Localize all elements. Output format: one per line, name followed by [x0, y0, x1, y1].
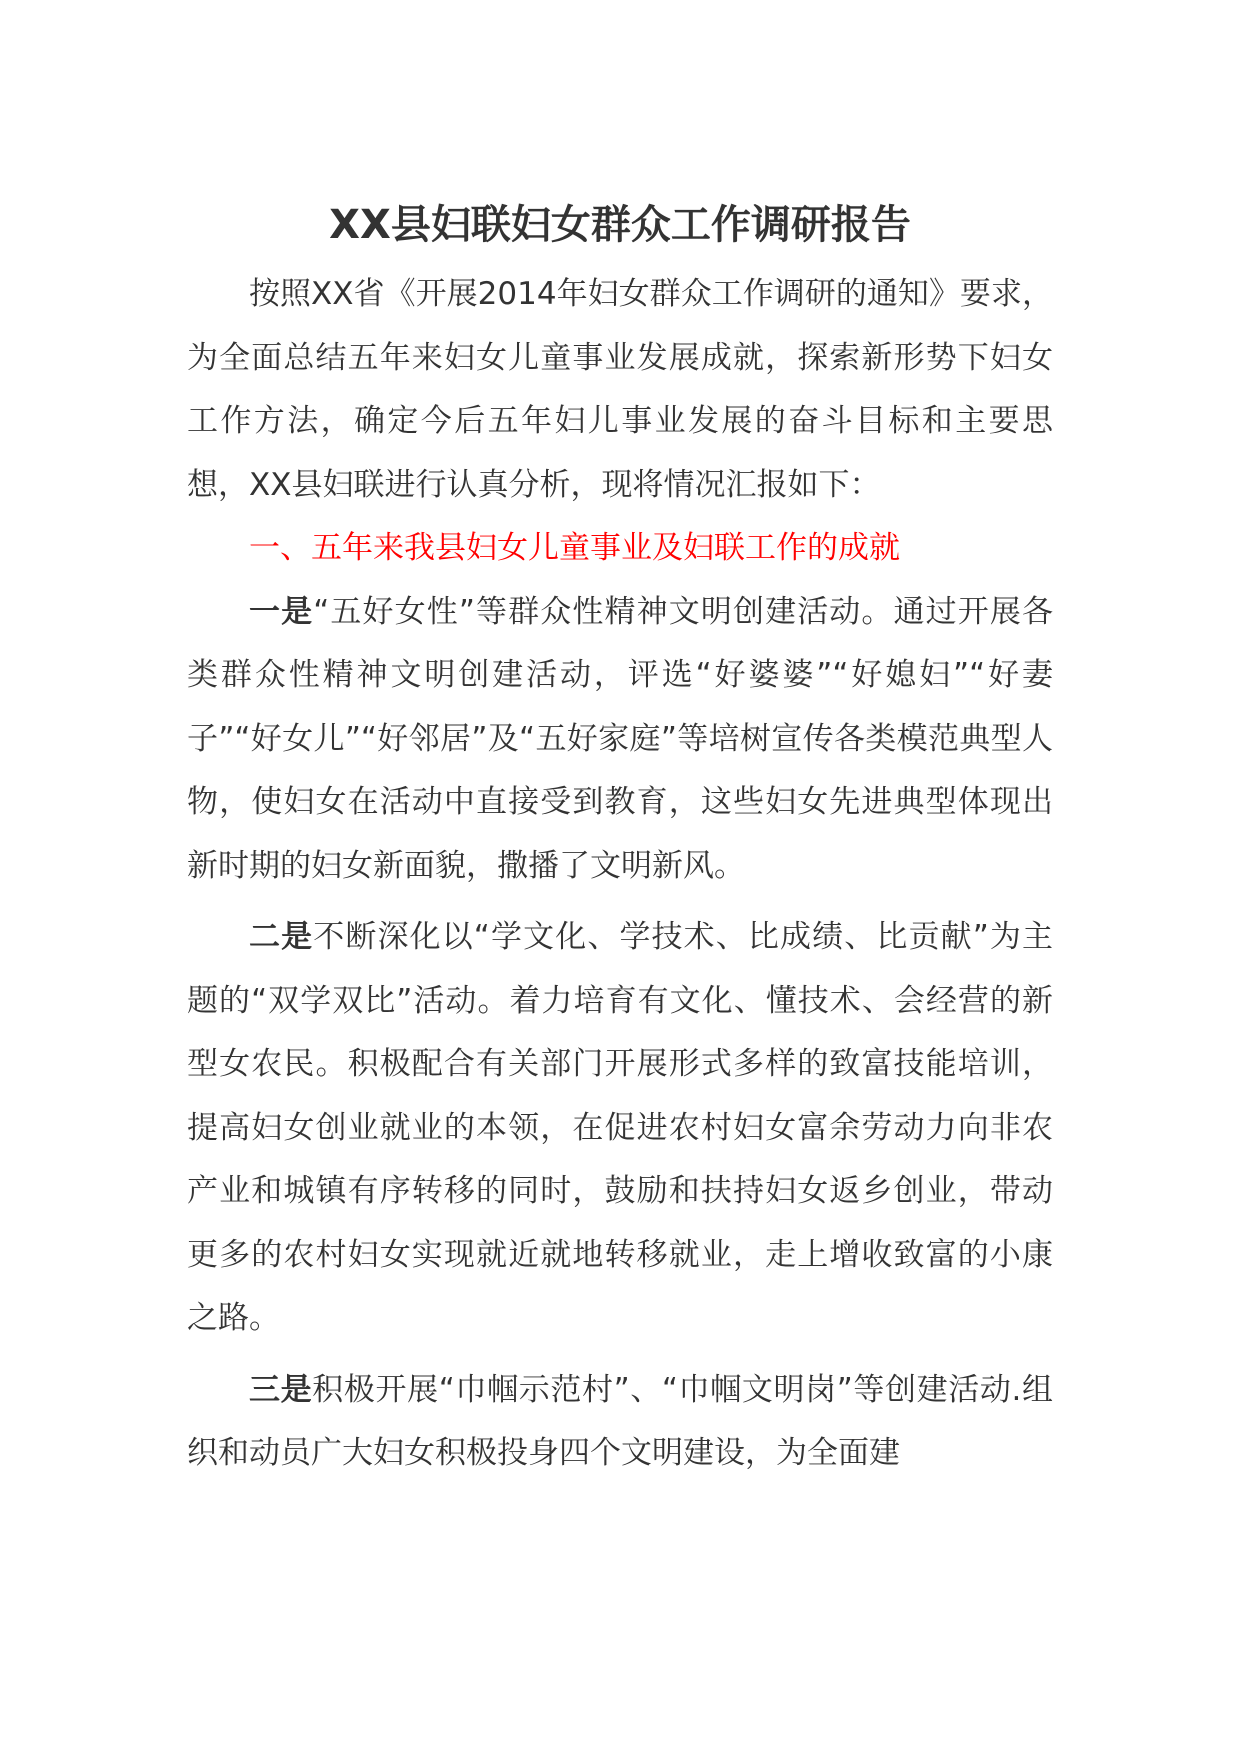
section-heading: 一、五年来我县妇女儿童事业及妇联工作的成就 — [249, 530, 900, 566]
item-lead-1: 一是 — [249, 593, 314, 630]
item-paragraph-2 — [187, 906, 1053, 1351]
document-page — [187, 195, 1053, 1486]
item-lead-3: 三是 — [249, 1371, 313, 1408]
item-text-2: 不断深化以“学文化、学技术、比成绩、比贡献”为主题的“双学双比”活动。着力培育有文化、懂技术、会经营的新型女农民。积极配合有关部门开展形式多样的致富技能培训，提高妇女创业就业的本领，在促进农村妇女富余劳动力向非农产业和城镇有序转移的同时，鼓励和扶持妇女返乡创业，带动更多的农村妇女实现就近就地转移就业，走上增收致富的小康之路。 — [187, 919, 1053, 1336]
document-title: XX县妇联妇女群众工作调研报告 — [329, 202, 911, 248]
intro-paragraph: 按照XX省《开展2014年妇女群众工作调研的通知》要求，为全面总结五年来妇女儿童事业发展成就，探索新形势下妇女工作方法，确定今后五年妇儿事业发展的奋斗目标和主要思想，XX县妇联进行认真分析，现将情况汇报如下： — [187, 276, 1053, 503]
item-paragraph-1 — [187, 581, 1053, 899]
item-paragraph-3 — [187, 1359, 1053, 1486]
item-lead-2: 二是 — [249, 919, 314, 955]
item-text-1: “五好女性”等群众性精神文明创建活动。通过开展各类群众性精神文明创建活动，评选“好婆婆”“好媳妇”“好妻子”“好女儿”“好邻居”及“五好家庭”等培树宣传各类模范典型人物，使妇女在活动中直接受到教育，这些妇女先进典型体现出新时期的妇女新面貌，撒播了文明新风。 — [187, 593, 1053, 884]
item-text-3: 积极开展“巾帼示范村”、“巾帼文明岗”等创建活动.组织和动员广大妇女积极投身四个文明建设，为全面建 — [187, 1371, 1054, 1471]
